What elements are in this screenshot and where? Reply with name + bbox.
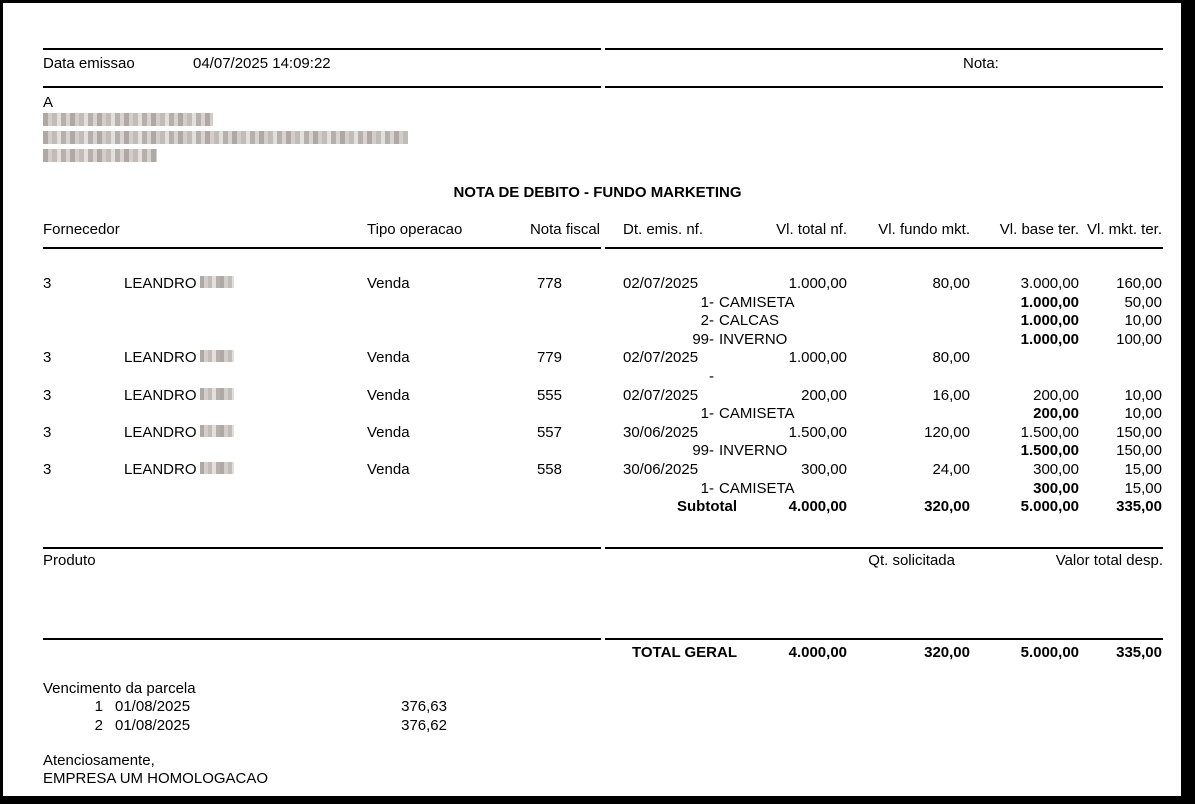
vl-base-value: 1.500,00 xyxy=(1020,423,1079,441)
rule-columns-bottom xyxy=(43,247,601,249)
company-name: EMPRESA UM HOMOLOGACAO xyxy=(43,770,269,787)
col-header-vl-mkt: Vl. mkt. ter. xyxy=(1086,221,1162,238)
emission-date-label: Data emissao xyxy=(43,55,135,72)
product-code: 2- xyxy=(700,312,714,330)
vl-base-value: 200,00 xyxy=(1033,386,1079,404)
product-code: - xyxy=(709,367,714,385)
vl-base-value: 1.000,00 xyxy=(1020,293,1079,311)
produto-header-row xyxy=(0,552,1195,571)
rule-header-top xyxy=(43,48,601,50)
product-name: CALCAS xyxy=(719,312,780,330)
vl-mkt-value: 10,00 xyxy=(1124,405,1162,423)
tipo-operacao-value: Venda xyxy=(367,460,410,478)
table-row xyxy=(0,275,1195,294)
vl-base-value: 200,00 xyxy=(1033,405,1079,423)
parcela-date: 01/08/2025 xyxy=(115,698,191,715)
parcela-date: 01/08/2025 xyxy=(115,716,191,734)
fornecedor-name: LEANDRO xyxy=(124,424,234,443)
parcela-row xyxy=(0,717,1195,736)
vl-mkt-value: 10,00 xyxy=(1124,312,1162,330)
product-name: INVERNO xyxy=(719,330,788,348)
total-geral-label: TOTAL GERAL xyxy=(632,644,737,661)
vl-fundo-value: 120,00 xyxy=(924,423,970,441)
product-sub-row xyxy=(0,368,1195,387)
redacted-fornecedor-name xyxy=(200,425,234,437)
dt-emis-value: 02/07/2025 xyxy=(623,386,699,404)
nota-fiscal-value: 778 xyxy=(536,275,562,292)
vl-mkt-value: 10,00 xyxy=(1124,386,1162,404)
vl-total-value: 200,00 xyxy=(801,386,847,404)
rule-columns-bottom xyxy=(605,247,1163,249)
recipient-prefix: A xyxy=(43,94,54,111)
col-header-valor-total-desp: Valor total desp. xyxy=(1055,552,1163,569)
fornecedor-code: 3 xyxy=(43,386,52,404)
total-geral-vl-base: 5.000,00 xyxy=(1020,644,1079,661)
redacted-recipient-name xyxy=(43,113,213,126)
product-sub-row xyxy=(0,312,1195,331)
product-sub-row xyxy=(0,405,1195,424)
parcela-number: 1 xyxy=(94,698,103,715)
vencimento-label: Vencimento da parcela xyxy=(43,680,196,697)
table-row xyxy=(0,424,1195,443)
total-geral-vl-mkt: 335,00 xyxy=(1116,644,1162,661)
vl-fundo-value: 16,00 xyxy=(932,386,970,404)
table-row xyxy=(0,349,1195,368)
fornecedor-code: 3 xyxy=(43,423,52,441)
redacted-recipient-city xyxy=(43,149,157,162)
product-sub-row xyxy=(0,442,1195,461)
table-row xyxy=(0,461,1195,480)
vl-base-value: 1.000,00 xyxy=(1020,330,1079,348)
vl-mkt-value: 15,00 xyxy=(1124,479,1162,497)
product-name: CAMISETA xyxy=(719,293,795,311)
product-name: CAMISETA xyxy=(719,479,795,497)
vl-mkt-value: 150,00 xyxy=(1116,442,1162,460)
redacted-recipient-address xyxy=(43,131,408,144)
col-header-vl-total: Vl. total nf. xyxy=(776,221,847,238)
emission-date-value: 04/07/2025 14:09:22 xyxy=(193,55,331,72)
rule-produto-top xyxy=(43,547,601,549)
parcela-row xyxy=(0,698,1195,717)
subtotal-label: Subtotal xyxy=(677,498,737,516)
vl-total-value: 1.000,00 xyxy=(788,275,847,292)
redacted-fornecedor-name xyxy=(200,462,234,474)
vl-total-value: 1.000,00 xyxy=(788,349,847,367)
product-sub-row xyxy=(0,294,1195,313)
redacted-fornecedor-name xyxy=(200,350,234,362)
dt-emis-value: 02/07/2025 xyxy=(623,275,699,292)
col-header-qt-solicitada: Qt. solicitada xyxy=(868,552,955,569)
nota-fiscal-value: 557 xyxy=(536,423,562,441)
fornecedor-code: 3 xyxy=(43,349,52,367)
tipo-operacao-value: Venda xyxy=(367,275,410,292)
col-header-produto: Produto xyxy=(43,552,96,569)
product-code: 99- xyxy=(692,442,714,460)
rule-header-bottom xyxy=(43,86,601,88)
nota-fiscal-value: 779 xyxy=(536,349,562,367)
vl-base-value: 3.000,00 xyxy=(1020,275,1079,292)
product-code: 1- xyxy=(700,479,714,497)
subtotal-vl-total: 4.000,00 xyxy=(788,498,847,516)
tipo-operacao-value: Venda xyxy=(367,386,410,404)
col-header-nota-fiscal: Nota fiscal xyxy=(529,221,600,238)
vl-mkt-value: 100,00 xyxy=(1116,330,1162,348)
rule-header-top xyxy=(605,48,1163,50)
col-header-fornecedor: Fornecedor xyxy=(43,221,120,238)
tipo-operacao-value: Venda xyxy=(367,349,410,367)
parcela-number: 2 xyxy=(94,716,103,734)
vl-fundo-value: 24,00 xyxy=(932,460,970,478)
subtotal-vl-base: 5.000,00 xyxy=(1020,498,1079,516)
rule-produto-top xyxy=(605,547,1163,549)
rule-total-top xyxy=(43,638,601,640)
product-code: 1- xyxy=(700,293,714,311)
fornecedor-code: 3 xyxy=(43,275,52,292)
parcela-value: 376,63 xyxy=(401,698,447,715)
col-header-tipo-operacao: Tipo operacao xyxy=(367,221,463,238)
fornecedor-name: LEANDRO xyxy=(124,349,234,368)
table-header-row xyxy=(0,221,1195,240)
vl-mkt-value: 150,00 xyxy=(1116,423,1162,441)
nota-fiscal-value: 558 xyxy=(536,460,562,478)
vl-fundo-value: 80,00 xyxy=(932,275,970,292)
vl-base-value: 300,00 xyxy=(1033,460,1079,478)
tipo-operacao-value: Venda xyxy=(367,423,410,441)
nota-label: Nota: xyxy=(963,55,999,72)
vl-mkt-value: 160,00 xyxy=(1116,275,1162,292)
subtotal-row xyxy=(0,498,1195,517)
dt-emis-value: 30/06/2025 xyxy=(623,460,699,478)
vl-total-value: 1.500,00 xyxy=(788,423,847,441)
col-header-dt-emis: Dt. emis. nf. xyxy=(623,221,704,238)
redacted-fornecedor-name xyxy=(200,388,234,400)
dt-emis-value: 02/07/2025 xyxy=(623,349,699,367)
total-geral-vl-total: 4.000,00 xyxy=(788,644,847,661)
nota-fiscal-value: 555 xyxy=(536,386,562,404)
fornecedor-name: LEANDRO xyxy=(124,275,234,294)
product-code: 1- xyxy=(700,405,714,423)
product-name: INVERNO xyxy=(719,442,788,460)
product-code: 99- xyxy=(692,330,714,348)
parcela-value: 376,62 xyxy=(401,716,447,734)
vl-base-value: 1.000,00 xyxy=(1020,312,1079,330)
product-sub-row xyxy=(0,480,1195,499)
vl-base-value: 300,00 xyxy=(1033,479,1079,497)
rule-header-bottom xyxy=(605,86,1163,88)
frame-bottom xyxy=(0,796,1195,804)
table-row xyxy=(0,387,1195,406)
dt-emis-value: 30/06/2025 xyxy=(623,423,699,441)
vl-mkt-value: 50,00 xyxy=(1124,293,1162,311)
product-name: CAMISETA xyxy=(719,405,795,423)
fornecedor-name: LEANDRO xyxy=(124,387,234,406)
fornecedor-name: LEANDRO xyxy=(124,461,234,480)
rule-total-top xyxy=(605,638,1163,640)
vl-mkt-value: 15,00 xyxy=(1124,460,1162,478)
closing-text: Atenciosamente, xyxy=(43,752,155,769)
subtotal-vl-mkt: 335,00 xyxy=(1116,498,1162,516)
col-header-vl-base: Vl. base ter. xyxy=(999,221,1079,238)
subtotal-vl-fundo: 320,00 xyxy=(924,498,970,516)
product-sub-row xyxy=(0,331,1195,350)
vl-total-value: 300,00 xyxy=(801,460,847,478)
vl-fundo-value: 80,00 xyxy=(932,349,970,367)
col-header-vl-fundo: Vl. fundo mkt. xyxy=(878,221,970,238)
total-geral-vl-fundo: 320,00 xyxy=(924,644,970,661)
frame-top xyxy=(0,0,1195,3)
vl-base-value: 1.500,00 xyxy=(1020,442,1079,460)
report-title: NOTA DE DEBITO - FUNDO MARKETING xyxy=(453,184,742,201)
redacted-fornecedor-name xyxy=(200,276,234,288)
total-geral-row xyxy=(0,644,1195,663)
fornecedor-code: 3 xyxy=(43,460,52,478)
